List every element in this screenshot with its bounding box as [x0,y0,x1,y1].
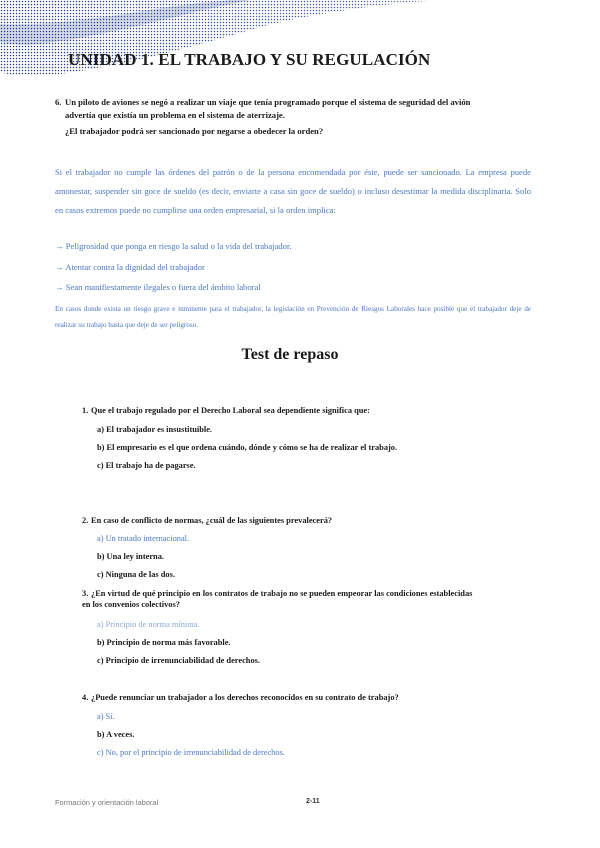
question-6-subquestion: ¿El trabajador podrá ser sancionado por negarse a obedecer la orden? [65,126,324,136]
unit-title: UNIDAD 1. EL TRABAJO Y SU REGULACIÓN [68,50,431,69]
question-text: En caso de conflicto de normas, ¿cuál de las siguientes prevalecerá? [91,516,333,525]
question-number: 3. [82,589,89,598]
question-number: 2. [82,516,89,525]
answer-6-paragraph: Si el trabajador no cumple las órdenes del patrón o de la persona encomendada por éste, puede ser sancionado. La empresa puede amonestar, suspender sin goce de sueldo (es decir, enviarte a casa sin goce de sueldo) o incluso desestimar la medida disciplinaria. Solo en casos extremos puede no cumplirse una orden empresarial, si la orden implica: [55,167,531,215]
test-q4-option-c: c) No, por el principio de irrenunciabilidad de derechos. [97,748,285,757]
test-q1-option-c: c) El trabajo ha de pagarse. [97,461,196,470]
question-number: 1. [82,406,89,415]
test-q1-option-b: b) El empresario es el que ordena cuándo, dónde y cómo se ha de realizar el trabajo. [97,443,398,452]
question-text: ¿Puede renunciar un trabajador a los derechos reconocidos en su contrato de trabajo? [91,693,399,702]
test-title: Test de repaso [241,346,339,363]
test-q2-option-c: c) Ninguna de las dos. [97,570,175,579]
test-question-2 [82,515,542,526]
answer-6-bullet: → Peligrosidad que ponga en riesgo la salud o la vida del trabajador. [55,241,292,251]
test-q3-option-b: b) Principio de norma más favorable. [97,638,231,647]
test-q4-option-a: a) Sí. [97,712,115,721]
answer-6-bullet: → Atentar contra la dignidad del trabajador [55,261,205,272]
question-text-continued: en los convenios colectivos? [82,600,180,609]
answer-6-bullet-list [55,239,292,301]
test-q4-option-b: b) A veces. [97,730,135,739]
test-q3-option-c: c) Principio de irrenunciabilidad de derechos. [97,656,261,665]
question-6-line-2: advertía que existía un problema en el sistema de aterrizaje. [65,109,285,120]
test-q2-option-a: a) Un tratado internacional. [97,534,190,543]
footer-subject: Formación y orientación laboral [55,798,159,807]
question-6-line-1: Un piloto de aviones se negó a realizar un viaje que tenía programado porque el sistema de seguridad del avión [65,97,471,107]
test-question-3 [82,588,542,610]
question-6-number: 6. [55,97,62,107]
test-question-4 [82,692,542,703]
test-question-1 [82,405,542,416]
question-number: 4. [82,693,89,702]
test-q2-option-b: b) Una ley interna. [97,552,164,561]
answer-6-bullet: → Sean manifiestamente ilegales o fuera del ámbito laboral [55,282,261,292]
test-q1-option-a: a) El trabajador es insustituible. [97,425,213,434]
test-q3-option-a: a) Principio de norma mínima. [97,620,200,629]
question-6 [55,96,535,138]
answer-6-note: En casos donde exista un riesgo grave e inminente para el trabajador, la legislación en Prevención de Riesgos Laborales hace posible que el trabajador deje de realizar su trabajo hasta que deje de ser peligroso. [55,305,531,329]
question-text: ¿En virtud de qué principio en los contratos de trabajo no se pueden empeorar las condiciones establecidas [91,589,473,598]
footer-page-number: 2-11 [306,798,320,805]
question-text: Que el trabajo regulado por el Derecho Laboral sea dependiente significa que: [91,406,370,415]
